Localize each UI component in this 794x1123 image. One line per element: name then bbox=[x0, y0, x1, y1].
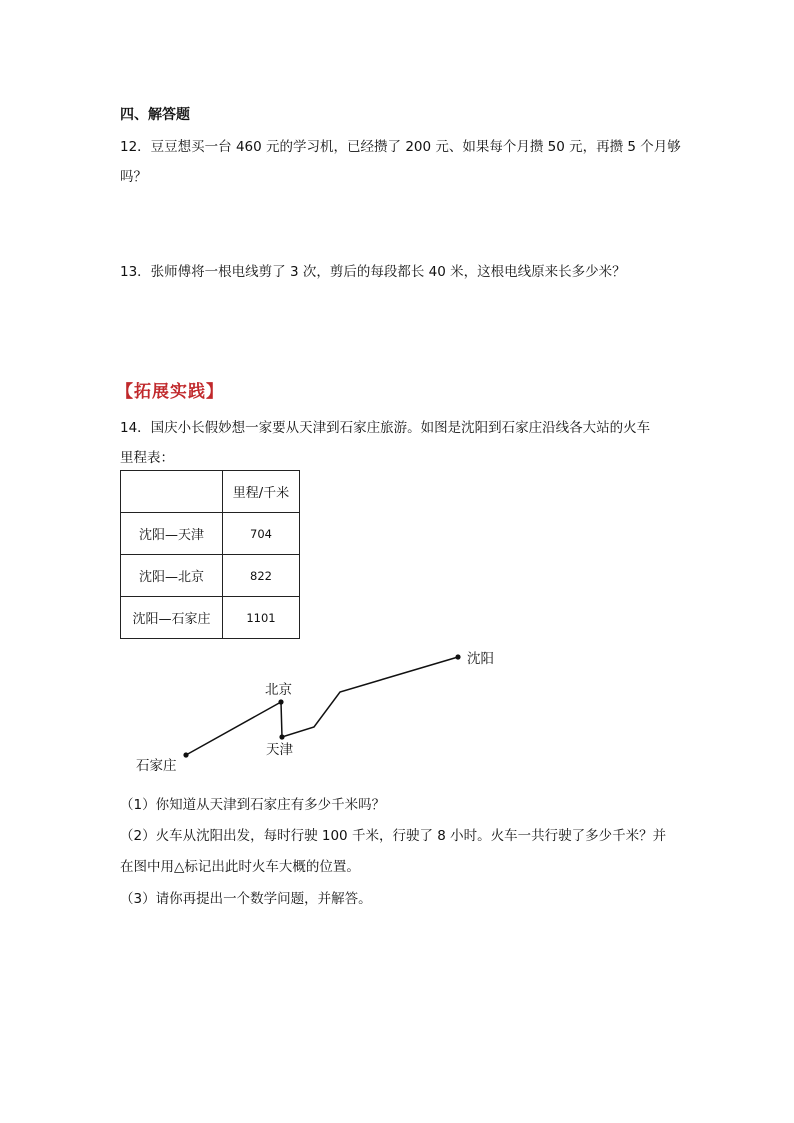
question-14-sub-2-line-1: （2）火车从沈阳出发，每时行驶 100 千米，行驶了 8 小时。火车一共行驶了多少千米？并 bbox=[120, 828, 667, 844]
table-cell-distance: 822 bbox=[223, 555, 300, 597]
city-label-tianjin: 天津 bbox=[266, 742, 293, 758]
city-label-shijiazhuang: 石家庄 bbox=[136, 758, 177, 774]
question-12-line-1: 12．豆豆想买一台 460 元的学习机，已经攒了 200 元、如果每个月攒 50 元，再攒 5 个月够 bbox=[120, 139, 681, 155]
table-header-cell: 里程/千米 bbox=[223, 471, 300, 513]
question-13: 13．张师傅将一根电线剪了 3 次，剪后的每段都长 40 米，这根电线原来长多少米？ bbox=[120, 264, 626, 280]
table-cell-route: 沈阳—石家庄 bbox=[121, 597, 223, 639]
section-title: 四、解答题 bbox=[120, 107, 190, 123]
question-14-sub-1: （1）你知道从天津到石家庄有多少千米吗？ bbox=[120, 797, 386, 813]
table-cell-route: 沈阳—北京 bbox=[121, 555, 223, 597]
question-14-sub-3: （3）请你再提出一个数学问题，并解答。 bbox=[120, 891, 372, 907]
question-14-sub-2-line-2: 在图中用△标记出此时火车大概的位置。 bbox=[120, 859, 360, 875]
railway-line bbox=[186, 657, 458, 755]
table-cell-distance: 704 bbox=[223, 513, 300, 555]
mileage-table bbox=[120, 470, 300, 639]
table-header-row bbox=[121, 471, 300, 513]
table-row bbox=[121, 597, 300, 639]
question-14-line-1: 14．国庆小长假妙想一家要从天津到石家庄旅游。如图是沈阳到石家庄沿线各大站的火车 bbox=[120, 420, 651, 436]
table-header-cell bbox=[121, 471, 223, 513]
city-label-shenyang: 沈阳 bbox=[467, 651, 494, 667]
table-cell-distance: 1101 bbox=[223, 597, 300, 639]
table-cell-route: 沈阳—天津 bbox=[121, 513, 223, 555]
city-label-beijing: 北京 bbox=[265, 682, 292, 698]
question-14-line-2: 里程表： bbox=[120, 450, 174, 466]
station-dot-shenyang bbox=[455, 654, 460, 659]
question-12-line-2: 吗？ bbox=[120, 169, 147, 185]
station-dot-beijing bbox=[278, 699, 283, 704]
railway-route-map bbox=[0, 640, 794, 790]
extension-title: 【拓展实践】 bbox=[116, 382, 224, 402]
station-dot-tianjin bbox=[279, 734, 284, 739]
station-dot-shijiazhuang bbox=[183, 752, 188, 757]
table-row bbox=[121, 513, 300, 555]
table-row bbox=[121, 555, 300, 597]
